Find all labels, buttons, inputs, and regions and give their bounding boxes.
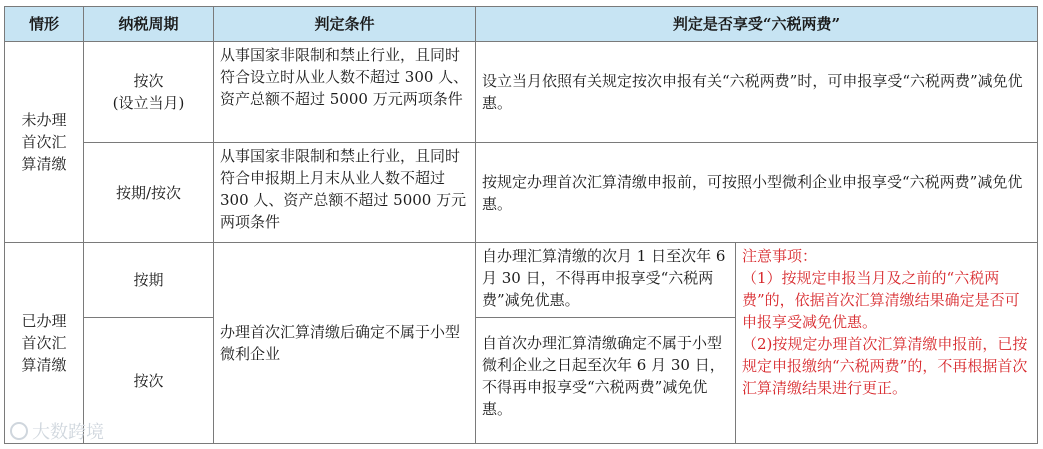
note-item-2: （2)按规定办理首次汇算清缴申报前，已按规定申报缴纳“六税两费”的，不再根据首次汇算清缴结果进行更正。 xyxy=(742,335,1028,397)
note-title: 注意事项： xyxy=(742,247,818,265)
header-condition: 判定条件 xyxy=(213,6,476,42)
tax-table xyxy=(4,6,1038,444)
watermark: 大数跨境 xyxy=(10,418,104,444)
note-box xyxy=(735,242,1038,444)
period-row3: 按期 xyxy=(83,242,214,318)
judgment-row3: 自办理汇算清缴的次月 1 日至次年 6 月 30 日，不得再申报享受“六税两费”减免优惠。 xyxy=(475,242,736,318)
condition-row2: 从事国家非限制和禁止行业，且同时符合申报期上月末从业人数不超过 300 人、资产总额不超过 5000 万元两项条件 xyxy=(213,142,476,243)
period-row1: 按次 (设立当月) xyxy=(83,41,214,143)
period-row4: 按次 xyxy=(83,317,214,444)
judgment-row1: 设立当月依照有关规定按次申报有关“六税两费”时，可申报享受“六税两费”减免优惠。 xyxy=(475,41,1038,143)
condition-row1: 从事国家非限制和禁止行业，且同时符合设立时从业人数不超过 300 人、资产总额不超过 5000 万元两项条件 xyxy=(213,41,476,143)
watermark-logo-icon xyxy=(10,422,28,440)
situation-filed: 已办理首次汇算清缴 xyxy=(4,242,84,444)
judgment-row2: 按规定办理首次汇算清缴申报前，可按照小型微利企业申报享受“六税两费”减免优惠。 xyxy=(475,142,1038,243)
condition-filed: 办理首次汇算清缴后确定不属于小型微利企业 xyxy=(213,242,476,444)
header-situation: 情形 xyxy=(4,6,84,42)
header-period: 纳税周期 xyxy=(83,6,214,42)
situation-unfiled: 未办理首次汇算清缴 xyxy=(4,41,84,243)
judgment-row4: 自首次办理汇算清缴确定不属于小型微利企业之日起至次年 6 月 30 日，不得再申报享受“六税两费”减免优惠。 xyxy=(475,317,736,444)
period-row2: 按期/按次 xyxy=(83,142,214,243)
header-judgment: 判定是否享受“六税两费” xyxy=(475,6,1038,42)
note-item-1: （1）按规定申报当月及之前的“六税两费”的，依据首次汇算清缴结果确定是否可申报享受减免优惠。 xyxy=(742,269,1020,331)
